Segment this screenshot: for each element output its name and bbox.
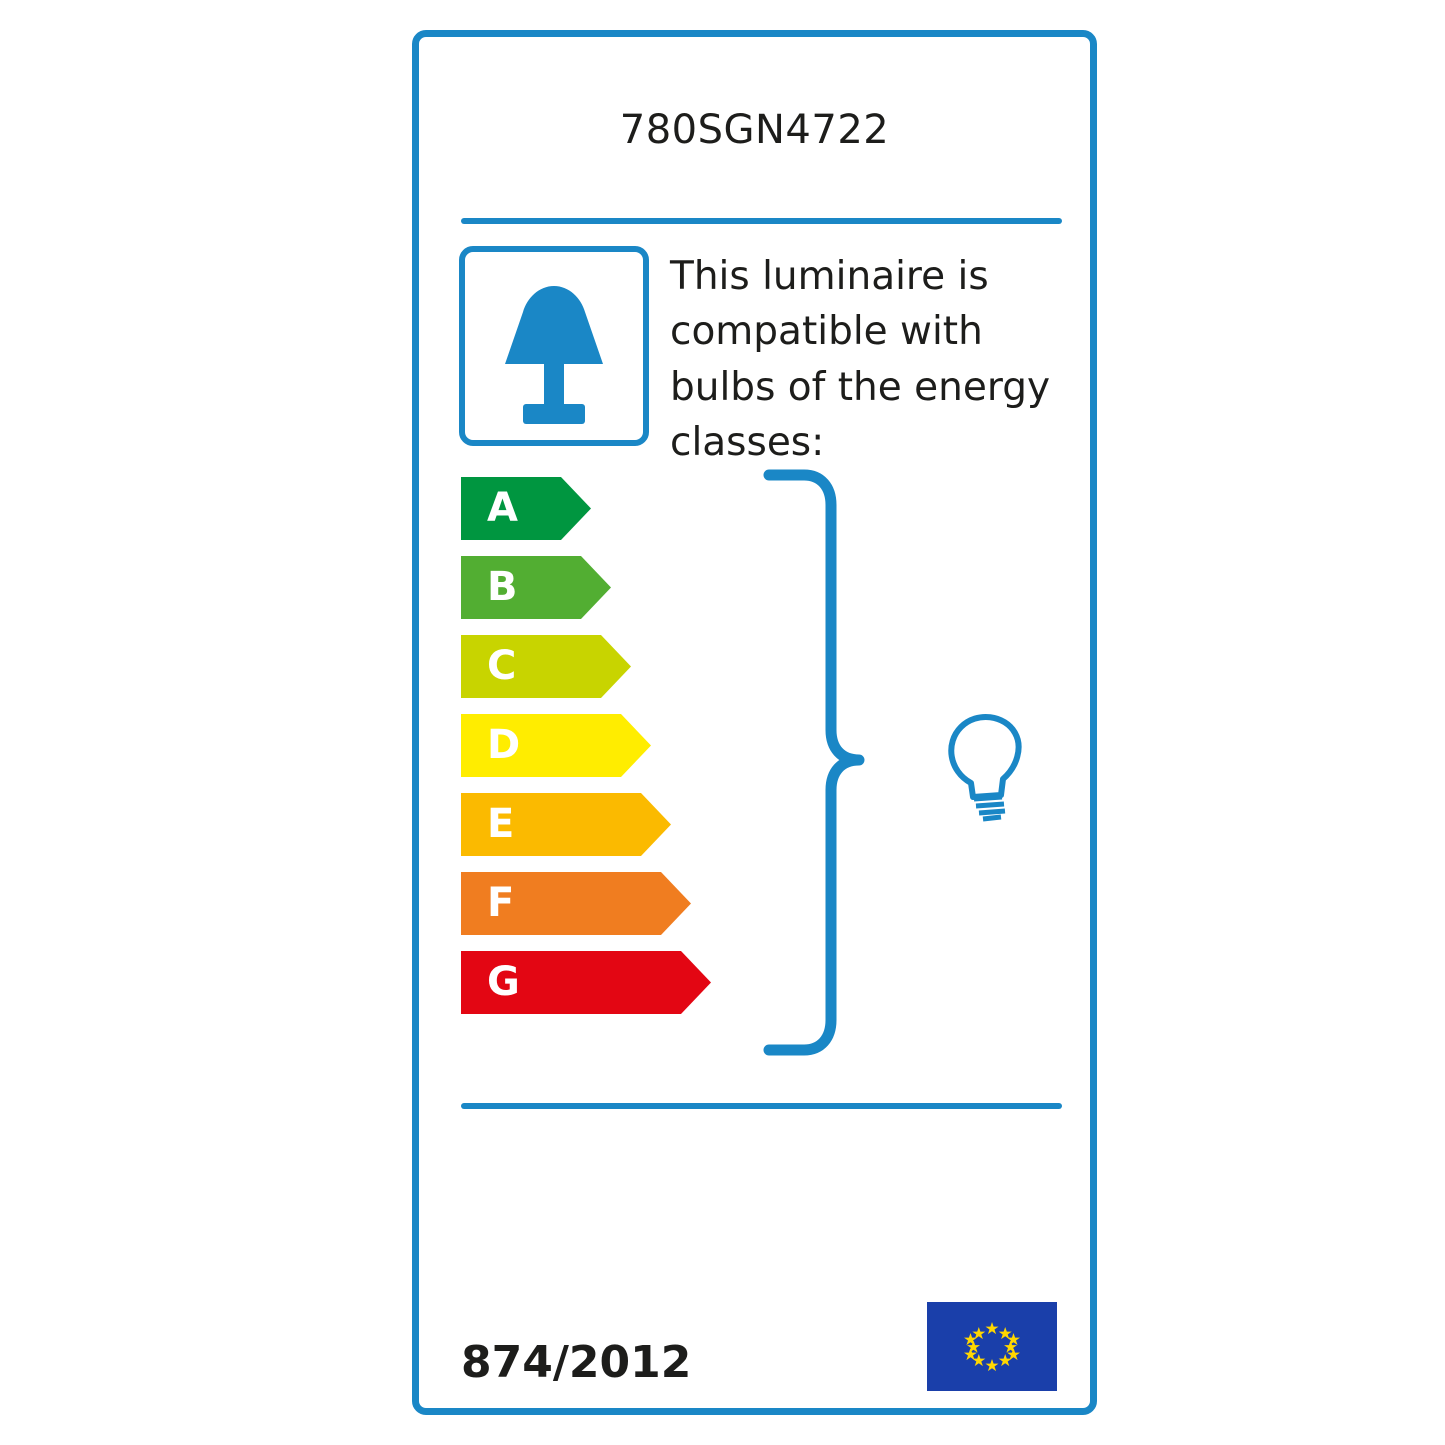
energy-class-letter: F (487, 880, 515, 926)
energy-class-letter: E (487, 801, 515, 847)
brace-and-bulb (759, 465, 1059, 1065)
energy-class-row (461, 872, 721, 935)
light-bulb-icon (919, 705, 1049, 835)
eu-flag-icon (927, 1302, 1057, 1391)
compatibility-text: This luminaire is compatible with bulbs of the energy classes: (670, 254, 1051, 466)
energy-class-list (461, 477, 721, 1030)
energy-class-row (461, 951, 721, 1014)
energy-label-card (412, 30, 1097, 1415)
energy-class-letter: B (487, 564, 518, 610)
energy-class-letter: A (487, 485, 518, 531)
model-code: 780SGN4722 (619, 107, 890, 153)
table-lamp-icon (465, 252, 643, 440)
regulation-number: 874/2012 (461, 1337, 692, 1388)
energy-class-row (461, 793, 721, 856)
energy-class-row (461, 635, 721, 698)
energy-class-letter: G (487, 959, 520, 1005)
energy-class-row (461, 556, 721, 619)
divider-top (461, 218, 1062, 224)
energy-class-row (461, 714, 721, 777)
lamp-icon-box (459, 246, 649, 446)
energy-class-letter: C (487, 643, 517, 689)
energy-class-letter: D (487, 722, 521, 768)
divider-bottom (461, 1103, 1062, 1109)
energy-class-row (461, 477, 721, 540)
